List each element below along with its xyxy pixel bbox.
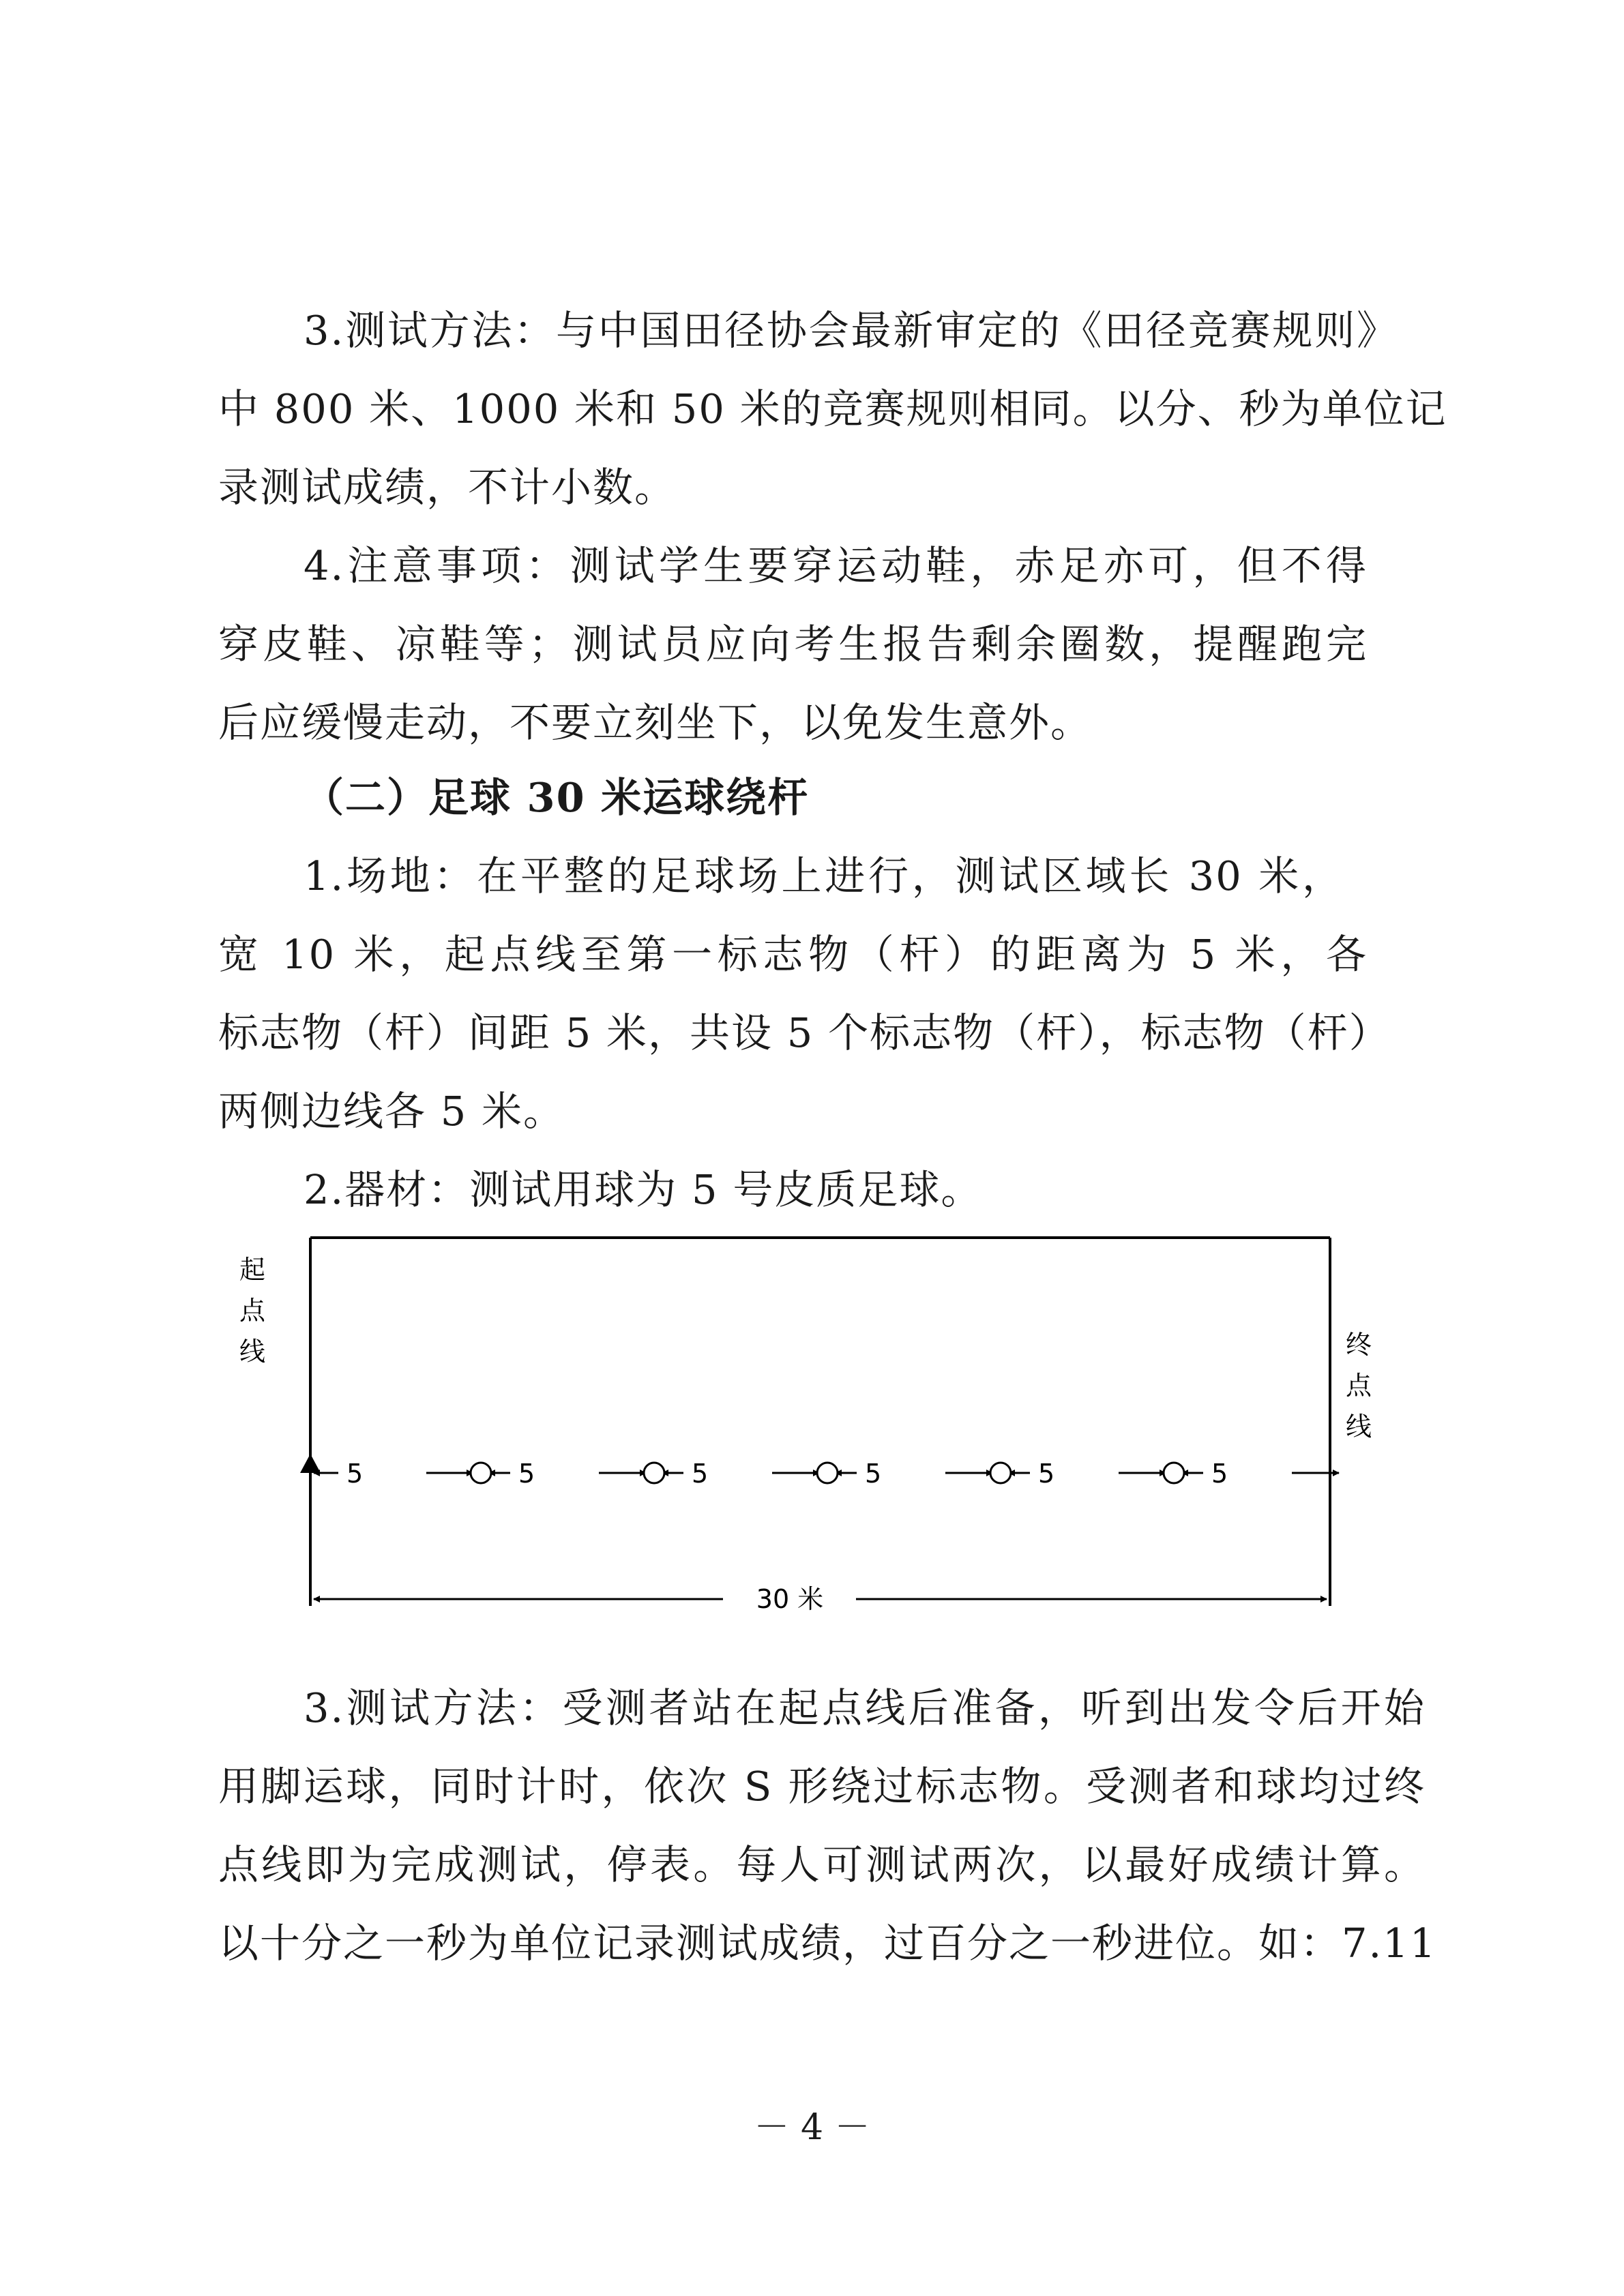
text-line: 标志物（杆）间距 5 米，共设 5 个标志物（杆），标志物（杆）: [218, 1009, 1391, 1056]
end-label-char: 终: [1345, 1330, 1372, 1360]
text-line: 用脚运球，同时计时，依次 S 形绕过标志物。受测者和球均过终: [218, 1763, 1426, 1810]
text-line: 宽 10 米，起点线至第一标志物（杆）的距离为 5 米，各: [218, 931, 1368, 978]
start-marker-icon: [300, 1454, 321, 1473]
text-line: 后应缓慢走动，不要立刻坐下，以免发生意外。: [218, 699, 1093, 746]
page-number: － 4 －: [754, 2107, 870, 2148]
segment-label: 5: [1211, 1459, 1228, 1489]
text-line: 3.测试方法：受测者站在起点线后准备，听到出发令后开始: [304, 1684, 1426, 1731]
segment-label: 5: [865, 1459, 882, 1489]
pole-marker-icon: [1164, 1463, 1184, 1483]
text-line: 以十分之一秒为单位记录测试成绩，过百分之一秒进位。如：7.11: [218, 1920, 1437, 1967]
pole-marker-icon: [990, 1463, 1011, 1483]
text-line: 两侧边线各 5 米。: [218, 1088, 565, 1135]
pole-marker-icon: [471, 1463, 491, 1483]
text-line: 1.场地：在平整的足球场上进行，测试区域长 30 米，: [304, 852, 1344, 899]
text-line: 3.测试方法：与中国田径协会最新审定的《田径竞赛规则》: [304, 307, 1398, 354]
pole-marker-icon: [644, 1463, 664, 1483]
segment-label: 5: [346, 1459, 364, 1489]
section-heading: （二）足球 30 米运球绕杆: [304, 774, 810, 821]
start-label-char: 起: [239, 1255, 266, 1285]
start-label-char: 线: [239, 1337, 266, 1367]
segment-label: 5: [518, 1459, 535, 1489]
text-line-equipment: 2.器材：测试用球为 5 号皮质足球。: [304, 1166, 983, 1213]
text-line: 录测试成绩，不计小数。: [218, 464, 677, 511]
start-label-char: 点: [239, 1296, 266, 1326]
end-label-char: 线: [1345, 1412, 1372, 1442]
segment-label: 5: [692, 1459, 709, 1489]
pole-marker-icon: [817, 1463, 838, 1483]
total-length-label: 30 米: [756, 1584, 824, 1614]
text-line: 4.注意事项：测试学生要穿运动鞋，赤足亦可，但不得: [304, 542, 1368, 589]
text-line: 穿皮鞋、凉鞋等；测试员应向考生报告剩余圈数，提醒跑完: [218, 621, 1368, 668]
text-line: 点线即为完成测试，停表。每人可测试两次，以最好成绩计算。: [218, 1841, 1426, 1888]
end-label-char: 点: [1345, 1371, 1372, 1401]
text-line: 中 800 米、1000 米和 50 米的竞赛规则相同。以分、秒为单位记: [218, 385, 1447, 432]
field-diagram: [205, 1221, 1372, 1643]
segment-label: 5: [1038, 1459, 1055, 1489]
